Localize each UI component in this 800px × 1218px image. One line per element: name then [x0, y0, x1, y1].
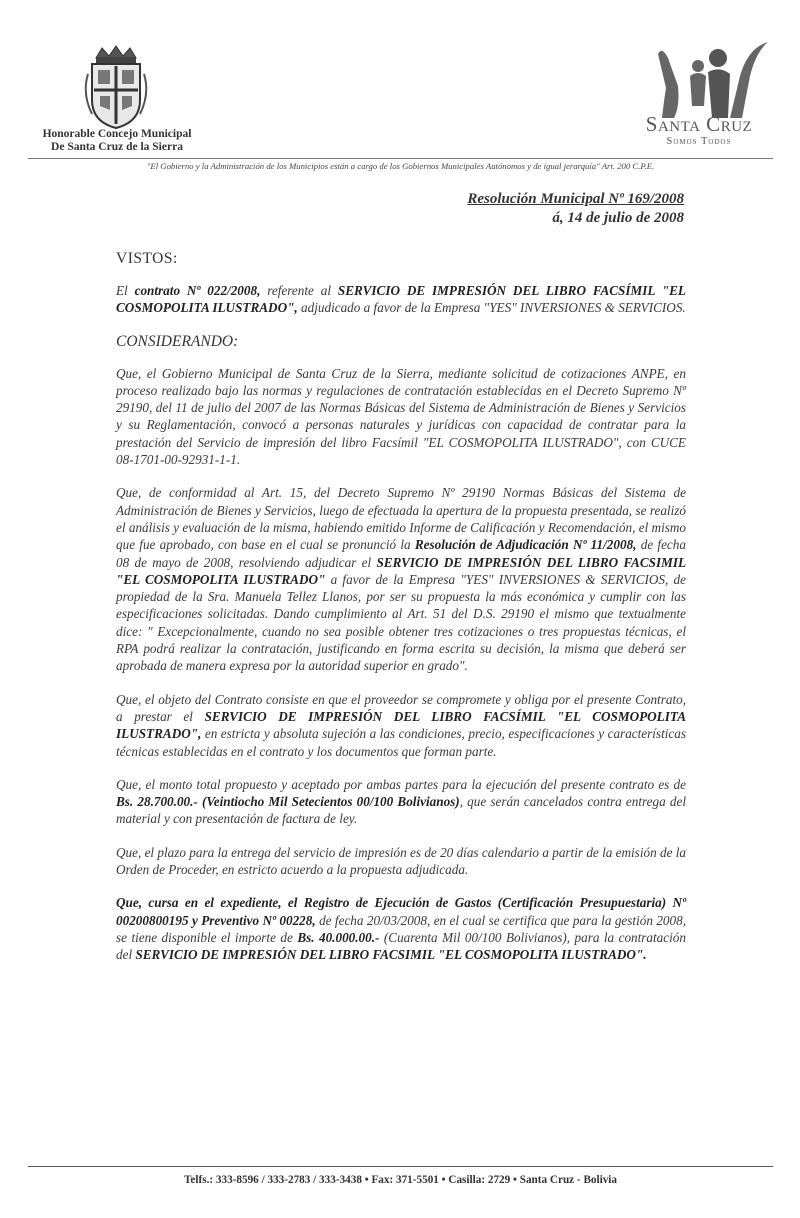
paragraph-6: [116, 894, 686, 963]
council-name: [22, 128, 212, 154]
text-span: , que serán cancelados contra entrega del material y con presentación de factura de ley.: [116, 794, 686, 827]
considerando-heading: CONSIDERANDO:: [116, 332, 239, 350]
paragraph-2: [116, 484, 686, 674]
text-span: (Cuarenta Mil 00/100 Bolivianos), para la contratación del: [116, 929, 686, 963]
bold-span: SERVICIO DE IMPRESIÓN DEL LIBRO FACSIMIL "EL COSMOPOLITA ILUSTRADO": [116, 554, 687, 587]
paragraph-1: Que, el Gobierno Municipal de Santa Cruz de la Sierra, mediante solicitud de cotizaciones ANPE, en proceso realizado bajo las normas y regulaciones de contratación establecidas en el Decreto Supremo Nº 29190, del 11 de julio del 2007 de las Normas Básicas del Sistema de Administración de Bienes y Servicios y su Reglamentación, convocó a personas naturales y jurídicas con capacidad de contratar para la prestación del Servicio de impresión del libro Facsímil "EL COSMOPOLITA ILUSTRADO", con CUCE 08-1701-00-92931-1-1.: [116, 365, 686, 468]
bold-span: Resolución de Adjudicación Nº 11/2008,: [414, 537, 637, 553]
paragraph-3: [116, 691, 686, 760]
text-span: adjudicado a favor de la Empresa "YES" INVERSIONES & SERVICIOS.: [297, 300, 686, 316]
logo-slogan: Somos Todos: [666, 136, 732, 147]
council-line-1: Honorable Concejo Municipal: [42, 128, 192, 140]
document-body: [116, 250, 686, 980]
footer-divider: [28, 1166, 773, 1167]
bold-span: SERVICIO DE IMPRESIÓN DEL LIBRO FACSÍMIL "EL COSMOPOLITA ILUSTRADO",: [116, 283, 686, 316]
bold-span: SERVICIO DE IMPRESIÓN DEL LIBRO FACSÍMIL "EL COSMOPOLITA ILUSTRADO",: [116, 708, 686, 742]
logo-name: Santa Cruz: [645, 112, 753, 136]
resolution-date: á, 14 de julio de 2008: [552, 210, 684, 226]
bold-span: SERVICIO DE IMPRESIÓN DEL LIBRO FACSIMIL "EL COSMOPOLITA ILUSTRADO".: [135, 947, 647, 963]
paragraph-4: [116, 776, 686, 828]
constitution-motto: "El Gobierno y la Administración de los Municipios están a cargo de los Gobiernos Municipales Autónomos y de igual jerarquía" Art. 200 C.P.E.: [146, 161, 655, 171]
vistos-heading: VISTOS:: [116, 250, 178, 267]
bold-span: contrato Nº 022/2008,: [134, 283, 261, 298]
text-span: de fecha 08 de mayo de 2008, resolviendo adjudicar el: [116, 537, 686, 570]
text-span: Que, el monto total propuesto y aceptado por ambas partes para la ejecución del presente contrato es de: [116, 776, 686, 792]
bold-span: Bs. 40.000.00.-: [297, 929, 380, 945]
text-span: El: [116, 283, 135, 298]
bold-span: Bs. 28.700.00.- (Veintiocho Mil Setecientos 00/100 Bolivianos): [116, 794, 460, 810]
vistos-paragraph: [116, 282, 686, 317]
text-span: a favor de la Empresa "YES" INVERSIONES & SERVICIOS, de propiedad de la Sra. Manuela Tellez Llanos, por ser su propuesta la más económica y cumplir con las especificaciones solicitadas. Dando cumplimiento al Art. 51 del D.S. 29190 el mismo que textualmente dice: " Excepcionalmente, cuando no sea posible obtener tres cotizaciones o tres propuestas técnicas, el RPA podrá realizar la contratación, justificando en forma escrita su decisión, la misma que deberá ser aprobada de manera expresa por la autoridad superior en grado".: [116, 571, 686, 674]
bold-span: Que, cursa en el expediente, el Registro de Ejecución de Gastos (Certificación Presupuestaria) Nº 00200800195 y Preventivo Nº 00228,: [116, 895, 686, 928]
text-span: de fecha 20/03/2008, en el cual se certifica que para la gestión 2008, se tiene disponible el importe de: [116, 912, 687, 945]
text-span: Que, de conformidad al Art. 15, del Decreto Supremo Nº 29190 Normas Básicas del Sistema de Administración de Bienes y Servicios, luego de efectuada la apertura de la propuesta presentada, se realizó el análisis y evaluación de la misma, habiendo emitido Informe de Calificación y Recomendación, el mismo que fue aprobado, con base en el cual se pronunció la: [116, 485, 686, 553]
resolution-number: Resolución Municipal Nº 169/2008: [467, 191, 684, 207]
santa-cruz-figures-logo: [628, 36, 778, 120]
council-line-2: De Santa Cruz de la Sierra: [51, 141, 183, 153]
footer-contact: Telfs.: 333-8596 / 333-2783 / 333-3438 • Fax: 371-5501 • Casilla: 2729 • Santa Cruz - Bolivia: [183, 1174, 618, 1186]
resolution-block: [467, 190, 684, 228]
text-span: referente al: [260, 283, 338, 298]
paragraph-5: Que, el plazo para la entrega del servicio de impresión es de 20 días calendario a partir de la emisión de la Orden de Proceder, en estricto acuerdo a la propuesta adjudicada.: [116, 844, 686, 878]
header-divider: [28, 158, 773, 159]
letterhead: [0, 0, 800, 190]
text-span: Que, el objeto del Contrato consiste en que el proveedor se compromete y obliga por el presente Contrato, a prestar el: [116, 691, 686, 724]
coat-of-arms-icon: [82, 44, 150, 130]
text-span: en estricta y absoluta sujeción a las condiciones, precio, especificaciones y características técnicas establecidas en el contrato y los documentos que forman parte.: [116, 726, 686, 759]
